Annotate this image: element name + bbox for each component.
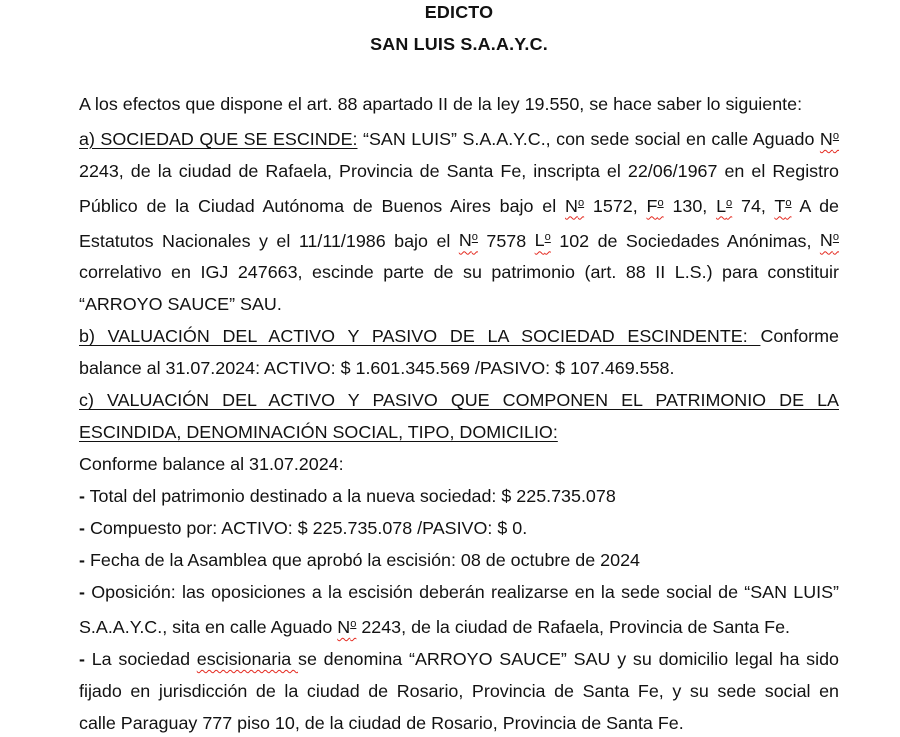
misspelled-word: $N^o$ <box>819 230 839 251</box>
document-body <box>79 88 839 737</box>
ordinal-indicator: o <box>350 618 357 631</box>
text-segment: fijado en jurisdicción de la ciudad de Rosario, Provincia de Santa Fe, y su sede social en <box>79 681 839 702</box>
text-segment: correlativo en IGJ 247663, escinde parte de su patrimonio (art. 88 II L.S.) para constituir <box>79 262 839 283</box>
document-line <box>79 480 839 512</box>
document-line <box>79 88 839 120</box>
text-segment: - <box>79 518 85 539</box>
text-segment: La sociedad <box>84 649 197 670</box>
document-line <box>79 608 839 643</box>
text-segment: “ARROYO SAUCE” SAU. <box>79 294 282 315</box>
text-segment: Oposición: las oposiciones a la escisión deberán realizarse en la sede social de “SAN LUIS” <box>84 582 839 603</box>
underlined-heading-text: b) VALUACIÓN DEL ACTIVO Y PASIVO DE LA SOCIEDAD ESCINDENTE: <box>79 326 761 347</box>
text-segment: “SAN LUIS” S.A.A.Y.C., con sede social en calle Aguado <box>357 128 820 149</box>
misspelled-word: $N^o$ <box>458 230 478 251</box>
document-line <box>79 384 839 416</box>
text-segment: se denomina “ARROYO SAUCE” SAU y su domicilio legal ha sido <box>298 649 839 670</box>
text-segment: Conforme balance al 31.07.2024: <box>79 454 344 475</box>
text-segment: Fecha de la Asamblea que aprobó la escisión: 08 de octubre de 2024 <box>84 550 640 571</box>
text-segment: - <box>79 550 85 571</box>
document-line <box>79 256 839 288</box>
text-segment: Compuesto por: ACTIVO: $ 225.735.078 /PASIVO: $ 0. <box>84 518 528 539</box>
document-line <box>79 675 839 707</box>
text-segment: Público de la Ciudad Autónoma de Buenos Aires bajo el <box>79 195 566 216</box>
document-line <box>79 544 839 576</box>
document-line <box>79 576 839 608</box>
document-line <box>79 352 839 384</box>
ordinal-indicator: o <box>726 196 733 209</box>
document-subtitle: SAN LUIS S.A.A.Y.C. <box>370 34 548 54</box>
document-line <box>79 288 839 320</box>
text-segment: 7578 <box>477 230 535 251</box>
edict-document <box>79 0 839 737</box>
text-segment: Estatutos Nacionales y el 11/11/1986 bajo el <box>79 230 459 251</box>
misspelled-word: escisionaria <box>196 649 299 670</box>
ordinal-indicator: o <box>832 130 840 142</box>
text-segment: 1572, <box>584 195 647 216</box>
document-line <box>79 448 839 480</box>
text-segment: 74, <box>732 195 775 216</box>
document-line <box>79 512 839 544</box>
underlined-heading-text: c) VALUACIÓN DEL ACTIVO Y PASIVO QUE COMPONEN EL PATRIMONIO DE LA <box>79 390 839 411</box>
document-line <box>79 222 839 257</box>
ordinal-indicator: o <box>471 231 478 244</box>
document-line <box>79 707 839 737</box>
text-segment: - <box>79 582 85 603</box>
misspelled-word: $N^o$ <box>565 195 585 216</box>
document-line <box>79 643 839 675</box>
text-segment: 102 de Sociedades Anónimas, <box>550 230 820 251</box>
ordinal-indicator: o <box>544 231 551 244</box>
text-segment: 130, <box>663 195 717 216</box>
text-segment: S.A.A.Y.C., sita en calle Aguado <box>79 617 338 638</box>
misspelled-word: $T^o$ <box>774 195 792 216</box>
text-segment: 2243, de la ciudad de Rafaela, Provincia de Santa Fe, inscripta el 22/06/1967 en el Registro <box>79 160 839 181</box>
document-line <box>79 120 839 155</box>
text-segment: A los efectos que dispone el art. 88 apartado II de la ley 19.550, se hace saber lo siguiente: <box>79 94 803 114</box>
ordinal-indicator: o <box>657 196 664 209</box>
misspelled-word: $N^o$ <box>819 128 840 149</box>
misspelled-word: $F^o$ <box>646 195 664 216</box>
document-line <box>79 416 839 448</box>
underlined-heading-text: ESCINDIDA, DENOMINACIÓN SOCIAL, TIPO, DOMICILIO: <box>79 422 558 443</box>
misspelled-word: $L^o$ <box>716 195 733 216</box>
document-line <box>79 187 839 222</box>
misspelled-word: $L^o$ <box>534 230 551 251</box>
text-segment: 2243, de la ciudad de Rafaela, Provincia de Santa Fe. <box>356 617 790 638</box>
text-segment: Total del patrimonio destinado a la nueva sociedad: $ 225.735.078 <box>84 486 616 507</box>
text-segment: calle Paraguay 777 piso 10, de la ciudad de Rosario, Provincia de Santa Fe. <box>79 713 684 734</box>
underlined-heading-text: a) SOCIEDAD QUE SE ESCINDE: <box>79 128 358 149</box>
text-segment: - <box>79 649 85 670</box>
text-segment: Conforme <box>760 326 839 347</box>
text-segment: A de <box>791 195 839 216</box>
text-segment: balance al 31.07.2024: ACTIVO: $ 1.601.345.569 /PASIVO: $ 107.469.558. <box>79 358 675 379</box>
ordinal-indicator: o <box>577 196 585 209</box>
text-segment: - <box>79 486 85 507</box>
document-line <box>79 155 839 187</box>
document-line <box>79 320 839 352</box>
ordinal-indicator: o <box>832 231 839 244</box>
misspelled-word: $N^o$ <box>337 617 357 638</box>
document-title: EDICTO <box>424 2 494 22</box>
ordinal-indicator: o <box>785 196 792 209</box>
